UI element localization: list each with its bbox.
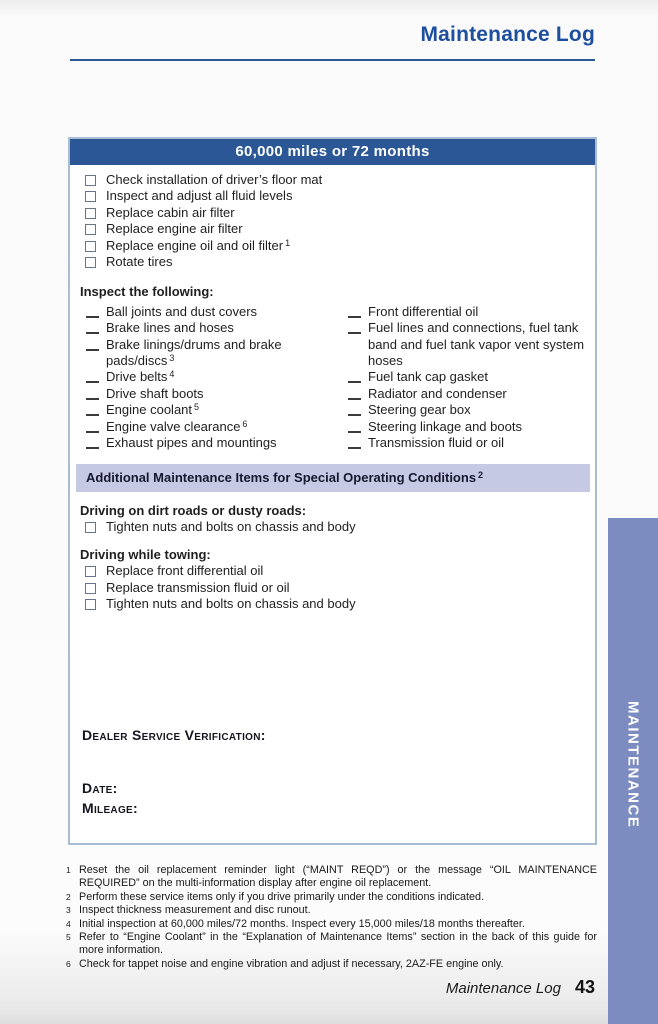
inspect-item: Drive shaft boots	[86, 386, 342, 402]
checkbox-icon	[85, 257, 96, 268]
footnote-number: 4	[66, 918, 71, 929]
checkbox-icon	[85, 599, 96, 610]
checklist-item: Tighten nuts and bolts on chassis and body	[85, 519, 587, 535]
title-underline	[70, 59, 595, 61]
inspect-item: Brake lines and hoses	[86, 320, 342, 336]
footnote: 5 Refer to “Engine Coolant” in the “Explanation of Maintenance Items” section in the back of this guide for more information.	[66, 931, 597, 957]
footnote-number: 6	[66, 958, 71, 969]
footnote-number: 1	[66, 865, 71, 875]
page-title: Maintenance Log	[420, 23, 595, 46]
blank-line-icon	[86, 369, 99, 383]
blank-line-icon	[86, 402, 99, 416]
inspect-column-right	[342, 304, 587, 452]
blank-line-icon	[348, 304, 361, 318]
checkbox-icon	[85, 522, 96, 533]
checklist-item: Tighten nuts and bolts on chassis and body	[85, 596, 587, 612]
condition-heading-dirt-roads: Driving on dirt roads or dusty roads:	[80, 502, 307, 518]
blank-line-icon	[348, 386, 361, 400]
checkbox-icon	[85, 175, 96, 186]
checklist-item-label: Inspect and adjust all fluid levels	[106, 188, 293, 204]
blank-line-icon	[86, 435, 99, 449]
card-body	[70, 165, 595, 612]
page-number: 43	[574, 977, 595, 997]
blank-line-icon	[348, 435, 361, 449]
checkbox-icon	[85, 191, 96, 202]
inspect-item: Radiator and condenser	[348, 386, 587, 402]
blank-line-icon	[86, 386, 99, 400]
checklist-item-label: Check installation of driver’s floor mat	[106, 172, 323, 187]
footnote-marker: 4	[169, 369, 175, 380]
footnote-number: 3	[66, 905, 71, 916]
blank-line-icon	[348, 320, 361, 334]
footnote-marker: 3	[169, 353, 175, 364]
blank-line-icon	[348, 419, 361, 433]
checklist-item	[85, 254, 587, 270]
checkbox-icon	[85, 566, 96, 577]
checklist-item: Replace transmission fluid or oil	[85, 580, 587, 596]
inspect-item: Transmission fluid or oil	[348, 435, 587, 451]
footnote: 1 Reset the oil replacement reminder light (“MAINT REQD”) or the message “OIL MAINTENANCE REQUIRED” on the multi-information display after engine oil replacement.	[66, 864, 597, 890]
inspect-columns	[80, 304, 587, 452]
blank-line-icon	[86, 320, 99, 334]
blank-line-icon	[348, 369, 361, 383]
checklist-item	[85, 205, 587, 221]
checkbox-icon	[85, 208, 96, 219]
page-footer	[446, 977, 595, 998]
checkbox-icon	[85, 224, 96, 235]
additional-items-banner: Additional Maintenance Items for Special Operating Conditions $^2$	[76, 464, 590, 492]
interval-header: 60,000 miles or 72 months	[70, 139, 595, 165]
checkbox-icon	[85, 241, 96, 252]
date-label: Date:	[82, 780, 118, 796]
footnote-number: 2	[66, 891, 71, 902]
dealer-verification-label: Dealer Service Verification:	[82, 727, 266, 743]
inspect-heading: Inspect the following:	[80, 284, 214, 300]
inspect-item: Ball joints and dust covers	[86, 304, 342, 320]
inspect-item: Front differential oil	[348, 304, 587, 320]
footnote: 3 Inspect thickness measurement and disc runout.	[66, 904, 311, 917]
checklist-item	[85, 172, 587, 188]
blank-line-icon	[86, 304, 99, 318]
checklist-item-label: Replace engine air filter	[106, 221, 243, 237]
footnote-marker: 1	[285, 237, 291, 248]
inspect-item: Steering linkage and boots	[348, 419, 587, 435]
inspect-item: Drive belts $^4$	[86, 369, 342, 385]
checklist-item	[85, 188, 587, 204]
condition-heading-towing: Driving while towing:	[80, 546, 211, 562]
inspect-column-left	[80, 304, 342, 452]
footer-section-label: Maintenance Log	[445, 980, 561, 997]
inspect-item: Engine coolant $^5$	[86, 402, 342, 418]
blank-line-icon	[86, 337, 99, 351]
checklist-item-label: Rotate tires	[106, 254, 173, 270]
checklist-item: Replace front differential oil	[85, 563, 587, 579]
footnote-marker: 2	[478, 469, 484, 480]
inspect-item: Fuel tank cap gasket	[348, 369, 587, 385]
blank-line-icon	[86, 419, 99, 433]
checklist-item	[85, 238, 587, 254]
footnotes-block	[66, 864, 597, 971]
footnote-marker: 6	[242, 418, 248, 429]
checkbox-icon	[85, 583, 96, 594]
checklist-item-label: Replace cabin air filter	[106, 204, 235, 220]
inspect-item: Fuel lines and connections, fuel tank band and fuel tank vapor vent system hoses	[348, 320, 587, 369]
footnote-marker: 5	[194, 402, 200, 413]
footnote-number: 5	[66, 932, 71, 943]
footnote: 6 Check for tappet noise and engine vibration and adjust if necessary, 2AZ-FE engine only.	[66, 957, 504, 970]
inspect-item: Engine valve clearance $^6$	[86, 419, 342, 435]
inspect-item: Brake linings/drums and brake pads/discs $^3$	[86, 337, 342, 370]
inspect-item: Exhaust pipes and mountings	[86, 435, 342, 451]
maintenance-section-tab	[608, 518, 658, 1024]
footnote: 2 Perform these service items only if you drive primarily under the conditions indicated.	[66, 890, 485, 903]
maintenance-section-tab-label: MAINTENANCE	[624, 701, 642, 829]
mileage-label: Mileage:	[82, 800, 138, 816]
checklist-item	[85, 221, 587, 237]
blank-line-icon	[348, 402, 361, 416]
maintenance-interval-card	[68, 137, 597, 845]
inspect-item: Steering gear box	[348, 402, 587, 418]
footnote: 4 Initial inspection at 60,000 miles/72 months. Inspect every 15,000 miles/18 months thereafter.	[66, 917, 525, 930]
checklist-item-label: Replace engine oil and oil filter $^1$	[106, 237, 291, 253]
